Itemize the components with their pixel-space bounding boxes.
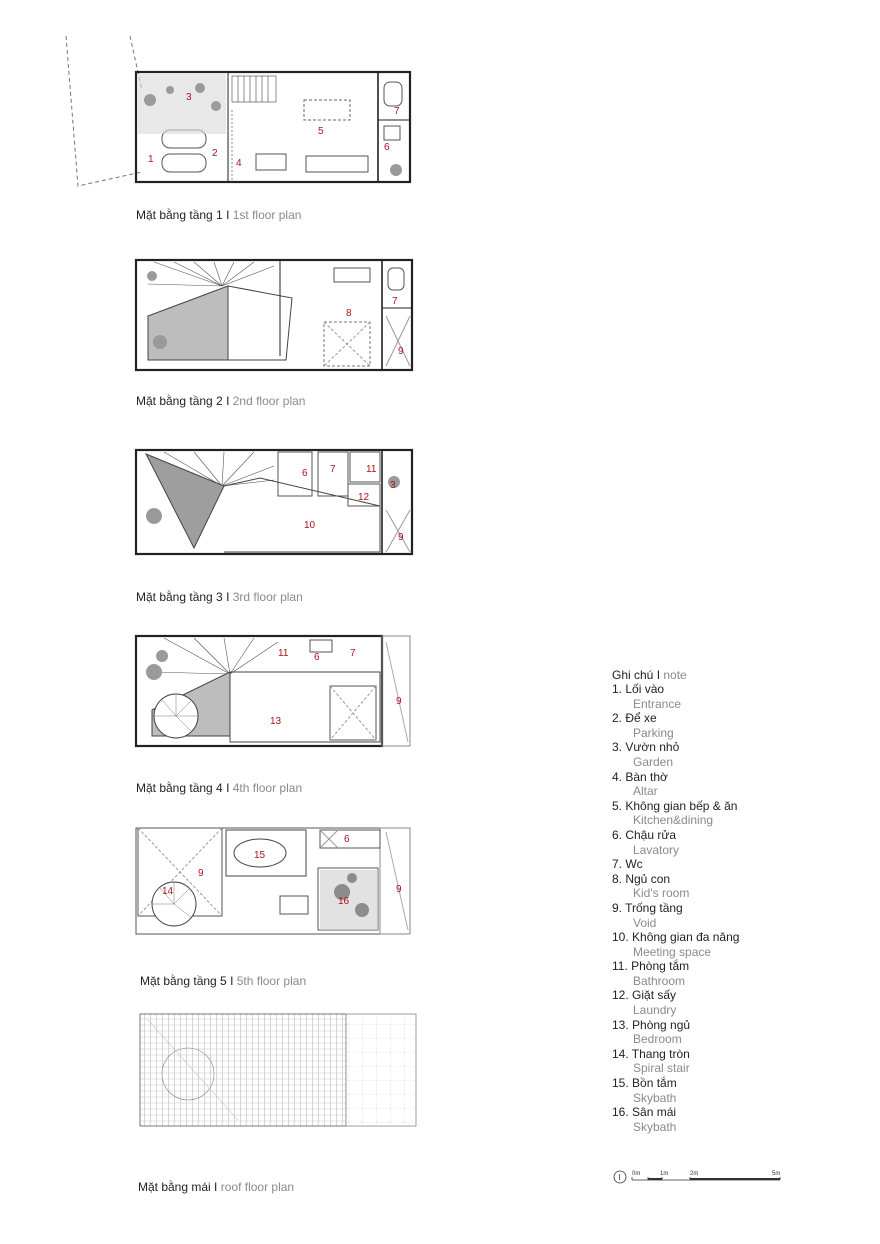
legend-item-vi: 3. Vườn nhỏ — [612, 740, 680, 755]
legend-item — [612, 988, 812, 1017]
caption-vi: Mặt bằng mái I — [138, 1180, 221, 1194]
legend-item — [612, 799, 812, 828]
room-label: 2 — [212, 148, 218, 159]
room-label: 1 — [148, 154, 154, 165]
legend-item — [612, 828, 812, 857]
legend-item-en: Altar — [633, 784, 658, 799]
legend-item-en: Skybath — [633, 1090, 677, 1105]
caption-en: roof floor plan — [220, 1180, 295, 1194]
legend-item — [612, 959, 812, 988]
legend-item — [612, 770, 812, 799]
floor-plan-3 — [134, 446, 424, 566]
room-label: 4 — [236, 158, 242, 169]
room-label: 16 — [338, 896, 350, 907]
legend-title-en: note — [663, 668, 687, 682]
room-label: 8 — [346, 308, 352, 319]
room-label: 6 — [384, 142, 390, 153]
room-label: 12 — [358, 492, 370, 503]
scale-tick: 5m — [772, 1171, 781, 1177]
legend-item-en: Meeting space — [633, 944, 712, 959]
floor-plan-1 — [60, 30, 420, 200]
legend-item-en: Skybath — [633, 1119, 677, 1134]
room-label: 3 — [186, 92, 192, 103]
floor-plan-5 — [134, 822, 424, 942]
room-label: 14 — [162, 886, 174, 897]
legend-item-vi: 12. Giặt sấy — [612, 988, 677, 1003]
legend-item-vi: 2. Để xe — [612, 711, 657, 726]
legend-item — [612, 1076, 812, 1105]
caption-en: 5th floor plan — [236, 974, 307, 988]
legend-item — [612, 901, 812, 930]
legend-item-en: Bathroom — [633, 973, 686, 988]
legend-item-en: Parking — [633, 725, 674, 740]
legend-item-vi: 9. Trống tầng — [612, 900, 683, 915]
scale-tick: 0m — [632, 1171, 641, 1177]
legend-item-en: Bedroom — [633, 1032, 682, 1047]
legend-item-en: Spiral stair — [633, 1061, 690, 1076]
caption-vi: Mặt bằng tầng 5 I — [140, 974, 237, 988]
north-label: I — [618, 1173, 621, 1182]
room-label: 9 — [396, 884, 402, 895]
room-label: 3 — [390, 480, 396, 491]
caption-en: 1st floor plan — [232, 208, 302, 222]
caption-en: 4th floor plan — [232, 781, 303, 795]
legend-title-vi: Ghi chú I — [612, 668, 664, 682]
scale-tick: 2m — [690, 1171, 699, 1177]
legend-item-vi: 10. Không gian đa năng — [612, 930, 740, 945]
legend-item — [612, 1018, 812, 1047]
legend-item-en: Entrance — [633, 696, 682, 711]
room-label: 13 — [270, 716, 282, 727]
legend-item — [612, 682, 812, 711]
room-label: 9 — [398, 346, 404, 357]
legend-item-en: Garden — [633, 754, 674, 769]
legend-item-vi: 1. Lối vào — [612, 682, 665, 696]
room-label: 7 — [350, 648, 356, 659]
room-label: 9 — [396, 696, 402, 707]
floor-4-caption — [136, 781, 302, 795]
legend-item-vi: 14. Thang tròn — [612, 1046, 690, 1061]
caption-vi: Mặt bằng tầng 4 I — [136, 781, 233, 795]
caption-en: 2nd floor plan — [232, 394, 306, 408]
legend-item-en: Void — [633, 915, 657, 930]
scale-bar — [612, 1166, 792, 1188]
legend-item-en: Kid's room — [633, 886, 690, 901]
room-label: 15 — [254, 850, 266, 861]
legend-item — [612, 711, 812, 740]
room-label: 10 — [304, 520, 316, 531]
legend-item — [612, 1047, 812, 1076]
caption-en: 3rd floor plan — [232, 590, 303, 604]
floor-2-caption — [136, 394, 305, 408]
legend-item-vi: 13. Phòng ngủ — [612, 1017, 691, 1032]
caption-vi: Mặt bằng tầng 2 I — [136, 394, 233, 408]
room-label: 9 — [398, 532, 404, 543]
legend-item — [612, 857, 812, 872]
floor-plan-4 — [134, 632, 424, 752]
room-label: 6 — [344, 834, 350, 845]
legend-title — [612, 668, 812, 682]
floor-plan-2 — [134, 256, 424, 376]
floor-3-caption — [136, 590, 303, 604]
room-label: 11 — [278, 648, 289, 659]
legend-item-vi: 6. Chậu rửa — [612, 827, 677, 842]
room-label: 6 — [302, 468, 308, 479]
legend-item — [612, 930, 812, 959]
roof-plan — [138, 1010, 420, 1130]
legend-item-vi: 7. Wc — [612, 857, 643, 872]
legend-item — [612, 1105, 812, 1134]
legend-item-en: Lavatory — [633, 842, 680, 857]
legend-item-vi: 11. Phòng tắm — [612, 959, 690, 974]
floor-5-caption — [140, 974, 306, 988]
scale-tick: 1m — [660, 1171, 669, 1177]
caption-vi: Mặt bằng tầng 3 I — [136, 590, 233, 604]
legend-item — [612, 872, 812, 901]
legend-item-vi: 8. Ngủ con — [612, 871, 671, 886]
room-label: 7 — [392, 296, 398, 307]
legend-item-vi: 16. Sân mái — [612, 1105, 677, 1120]
room-label: 5 — [318, 126, 324, 137]
floor-1-caption — [136, 208, 301, 222]
roof-caption — [138, 1180, 294, 1194]
room-label: 7 — [330, 464, 336, 475]
legend-item-vi: 4. Bàn thờ — [612, 769, 668, 784]
room-label: 6 — [314, 652, 320, 663]
room-label: 11 — [366, 464, 377, 475]
legend-item-vi: 15. Bồn tắm — [612, 1076, 677, 1091]
room-label: 7 — [394, 106, 400, 117]
legend-item-en: Kitchen&dining — [633, 813, 714, 828]
legend — [612, 668, 812, 1134]
legend-item-en: Laundry — [633, 1003, 677, 1018]
caption-vi: Mặt bằng tầng 1 I — [136, 208, 233, 222]
legend-item — [612, 740, 812, 769]
legend-item-vi: 5. Không gian bếp & ăn — [612, 798, 738, 813]
room-label: 9 — [198, 868, 204, 879]
